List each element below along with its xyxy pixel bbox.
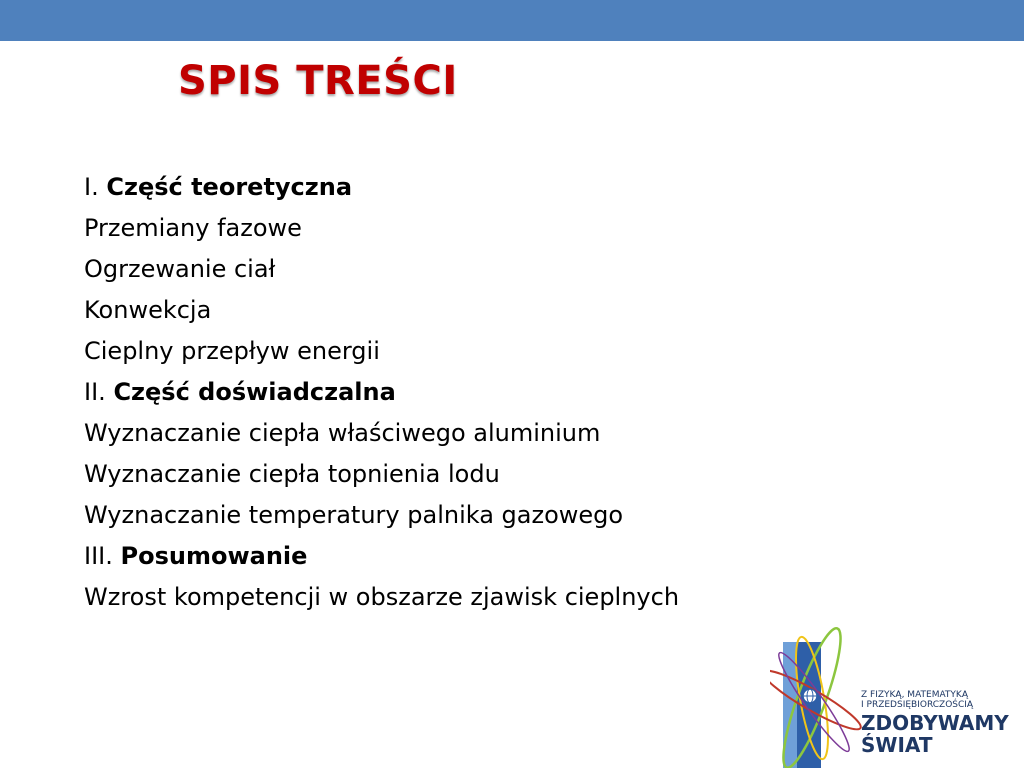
toc-item: Wyznaczanie temperatury palnika gazowego	[84, 501, 624, 529]
slide-title: SPIS TREŚCI	[178, 58, 458, 104]
toc-item: Wzrost kompetencji w obszarze zjawisk cieplnych	[84, 583, 680, 611]
logo-tagline	[861, 690, 973, 710]
logo-wordmark-line-1: ZDOBYWAMY	[861, 711, 1009, 735]
toc-part-2-heading	[84, 372, 679, 413]
toc-part-2-title: Część doświadczalna	[113, 378, 396, 406]
toc-item: Przemiany fazowe	[84, 214, 302, 242]
table-of-contents	[84, 167, 679, 618]
toc-item: Wyznaczanie ciepła topnienia lodu	[84, 460, 500, 488]
logo-wordmark-line-2: ŚWIAT	[861, 733, 933, 757]
logo-wordmark	[861, 712, 1009, 756]
toc-part-2-number: II.	[84, 378, 106, 406]
toc-part-1-number: I.	[84, 173, 99, 201]
top-bar	[0, 0, 1024, 41]
toc-part-3-heading	[84, 536, 679, 577]
globe-icon	[803, 689, 817, 703]
toc-part-1-heading	[84, 167, 679, 208]
toc-part-1-title: Część teoretyczna	[106, 173, 353, 201]
toc-item: Konwekcja	[84, 296, 212, 324]
logo-tagline-line-2: I PRZEDSIĘBIORCZOŚCIĄ	[861, 700, 974, 710]
logo-tagline-line-1: Z FIZYKĄ, MATEMATYKĄ	[861, 690, 968, 700]
toc-item: Ogrzewanie ciał	[84, 255, 276, 283]
toc-item: Cieplny przepływ energii	[84, 337, 380, 365]
toc-part-3-title: Posumowanie	[120, 542, 308, 570]
toc-item: Wyznaczanie ciepła właściwego aluminium	[84, 419, 601, 447]
toc-part-3-number: III.	[84, 542, 113, 570]
